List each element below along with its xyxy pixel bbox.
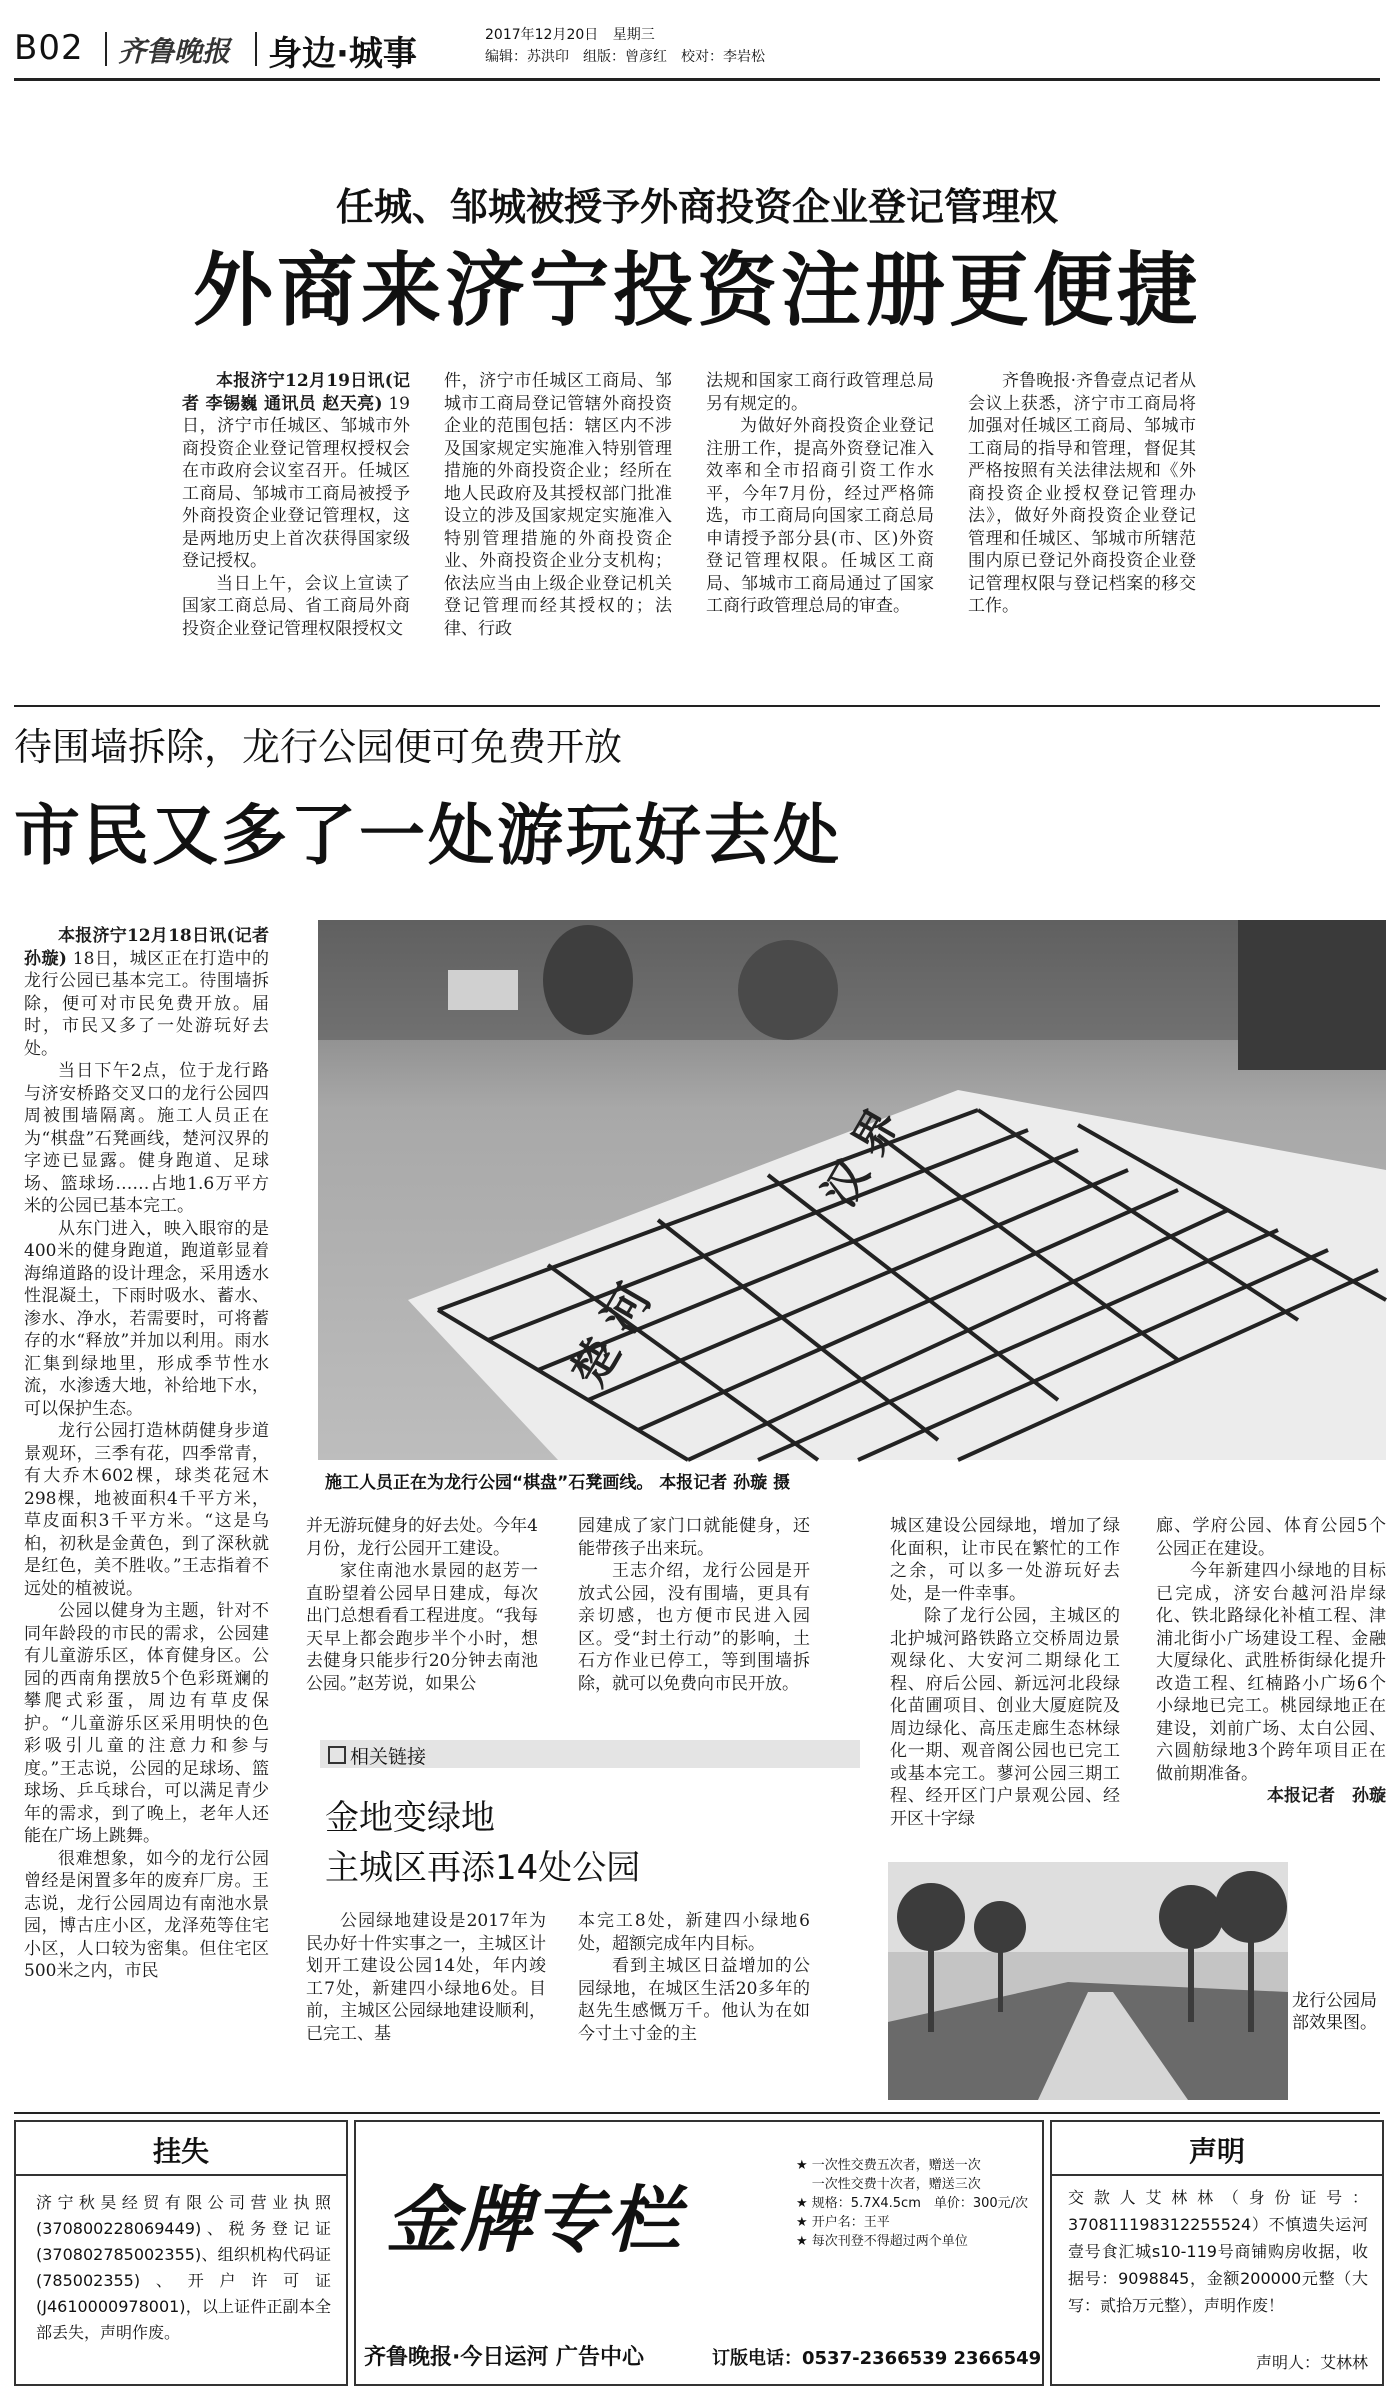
list-item: ★ 一次性交费五次者，赠送一次 bbox=[796, 2158, 981, 2173]
gold-column-ad bbox=[354, 2120, 1044, 2386]
park-render-image bbox=[888, 1862, 1288, 2100]
section-rule bbox=[14, 705, 1380, 707]
story1-byline: 本报济宁12月19日讯(记者 李锡巍 通讯员 赵天亮) bbox=[182, 371, 410, 414]
story2-text: 园建成了家门口就能健身，还能带孩子出来玩。 bbox=[578, 1516, 810, 1559]
story2-text: 公园以健身为主题，针对不同年龄段的市民的需求，公园建有儿童游乐区，体育健身区。公园的西南角摆放5个色彩斑斓的攀爬式彩蛋，周边有草皮保护。“儿童游乐区采用明快的色彩吸引儿童的注意力和参与度。”王志说，公园的足球场、篮球场、乒乓球台，可以满足青少年的需求，到了晚上，老年人还能在广场上跳舞。 bbox=[24, 1601, 269, 1846]
star-bullet-icon: ★ bbox=[796, 2215, 808, 2230]
story2-text: 从东门进入，映入眼帘的是400米的健身跑道，跑道彰显着海绵道路的设计理念，采用透水性混凝土，下雨时吸水、蓄水、渗水、净水，若需要时，可将蓄存的水“释放”并加以利用。雨水汇集到绿地里，形成季节性水流，水渗透大地，补给地下水，可以保护生态。 bbox=[24, 1218, 269, 1419]
section-title: 身边·城事 bbox=[268, 34, 417, 74]
story1-col4 bbox=[968, 370, 1196, 695]
list-item: 一次性交费十次者，赠送三次 bbox=[811, 2177, 981, 2192]
render-caption: 龙行公园局部效果图。 bbox=[1292, 1991, 1377, 2033]
story2-headline: 市民又多了一处游玩好去处 bbox=[14, 797, 842, 874]
story2-text: 18日，城区正在打造中的龙行公园已基本完工。待围墙拆除，便可对市民免费开放。届时，市民又多了一处游玩好去处。 bbox=[24, 948, 269, 1059]
gold-column-title: 金牌专栏 bbox=[386, 2177, 683, 2262]
sidebar-text: 城区建设公园绿地，增加了绿化面积，让市民在繁忙的工作之余，可以多一处游玩好去处，是一件幸事。 bbox=[890, 1516, 1120, 1604]
gold-column-phone: 订版电话：0537-2366539 2366549 bbox=[712, 2348, 1042, 2369]
story1-text: 件，济宁市任城区工商局、邹城市工商局登记管辖外商投资企业的范围包括：辖区内不涉及国家规定实施准入特别管理措施的外商投资企业；经所在地人民政府及其授权部门批准设立的涉及国家规定实施准入特别管理措施的外商投资企业、外商投资企业分支机构；依法应当由上级企业登记机关登记管理而经其授权的；法律、行政 bbox=[444, 371, 672, 639]
story2-text: 家住南池水景园的赵芳一直盼望着公园早日建成，每次出门总想看看工程进度。“我每天早上都会跑步半个小时，想去健身只能步行20分钟去南池公园。”赵芳说，如果公 bbox=[306, 1561, 538, 1694]
sidebar-col2 bbox=[578, 1910, 810, 2090]
section-rule bbox=[14, 2112, 1380, 2114]
sidebar-text: 公园绿地建设是2017年为民办好十件实事之一，主城区计划开工建设公园14处，年内竣工7处，新建四小绿地6处。目前，主城区公园绿地建设顺利，已完工、基 bbox=[306, 1911, 546, 2044]
declaration-title: 声明 bbox=[1188, 2135, 1245, 2168]
header-divider bbox=[255, 32, 257, 66]
story1-col2 bbox=[444, 370, 672, 695]
story2-text: 王志介绍，龙行公园是开放式公园，没有围墙，更具有亲切感，也方便市民进入园区。受“封土行动”的影响，土石方作业已停工，等到围墙拆除，就可以免费向市民开放。 bbox=[578, 1561, 810, 1694]
story1-col3 bbox=[706, 370, 934, 695]
issue-info bbox=[485, 24, 765, 68]
issue-date: 2017年12月20日 bbox=[485, 27, 599, 43]
story2-byline: 本报济宁12月18日讯(记者 孙璇) bbox=[24, 926, 269, 969]
board-label-han: 汉 界 bbox=[813, 1100, 910, 1216]
header-divider bbox=[105, 32, 107, 66]
sidebar-text: 廊、学府公园、体育公园5个公园正在建设。 bbox=[1156, 1516, 1386, 1559]
star-bullet-icon: ★ bbox=[796, 2158, 808, 2173]
sidebar-text: 除了龙行公园，主城区的北护城河路铁路立交桥周边景观绿化、大安河二期绿化工程、府后公园、新远河北段绿化苗圃项目、创业大厦庭院及周边绿化、高压走廊生态林绿化一期、观音阁公园也已完工或基本完工。蓼河公园三期工程、经开区门户景观公园、经开区十字绿 bbox=[890, 1606, 1120, 1829]
story1-kicker: 任城、邹城被授予外商投资企业登记管理权 bbox=[335, 185, 1058, 229]
story1-col1 bbox=[182, 370, 410, 695]
gold-items-list bbox=[796, 2156, 1036, 2251]
header-rule bbox=[14, 78, 1380, 81]
sidebar-headline-2: 主城区再添14处公园 bbox=[325, 1848, 641, 1888]
square-bullet-icon bbox=[328, 1746, 346, 1764]
story2-col1 bbox=[24, 925, 269, 2110]
lost-notice-ad bbox=[14, 2120, 348, 2386]
sidebar-headline-1: 金地变绿地 bbox=[325, 1798, 495, 1838]
story2-col2 bbox=[306, 1515, 538, 1694]
sidebar-col3 bbox=[890, 1515, 1120, 1850]
related-link-bar bbox=[320, 1740, 860, 1768]
story2-col3 bbox=[578, 1515, 810, 1694]
lost-notice-title: 挂失 bbox=[152, 2135, 209, 2168]
sidebar-col1 bbox=[306, 1910, 546, 2090]
story2-text: 当日下午2点，位于龙行路与济安桥路交叉口的龙行公园四周被围墙隔离。施工人员正在为“棋盘”石凳画线，楚河汉界的字迹已显露。健身跑道、足球场、篮球场……占地1.6万平方米的公园已基本完工。 bbox=[24, 1061, 269, 1216]
story2-kicker: 待围墙拆除，龙行公园便可免费开放 bbox=[14, 725, 623, 769]
issue-weekday: 星期三 bbox=[612, 27, 655, 43]
story1-headline: 外商来济宁投资注册更便捷 bbox=[193, 244, 1201, 337]
story2-text: 并无游玩健身的好去处。今年4月份，龙行公园开工建设。 bbox=[306, 1516, 538, 1559]
sidebar-text: 本完工8处，新建四小绿地6处，超额完成年内目标。 bbox=[578, 1911, 810, 1954]
list-item: ★ 每次刊登不得超过两个单位 bbox=[796, 2234, 968, 2249]
lost-notice-text: 济宁秋昊经贸有限公司营业执照(370800228069449)、税务登记证(370802785002355)、组织机构代码证(785002355)、开户许可证(J4610000978001)，以上证件正副本全部丢失，声明作废。 bbox=[36, 2193, 331, 2342]
list-item: ★ 开户名：王平 bbox=[796, 2215, 890, 2230]
paper-name-logo: 齐鲁晚报 bbox=[118, 35, 231, 68]
story2-text: 很难想象，如今的龙行公园曾经是闲置多年的废弃厂房。王志说，龙行公园周边有南池水景园，博古庄小区，龙泽苑等住宅小区，人口较为密集。但住宅区500米之内，市民 bbox=[24, 1848, 269, 1981]
story1-text: 齐鲁晚报·齐鲁壹点记者从会议上获悉，济宁市工商局将加强对任城区工商局、邹城市工商局的指导和管理，督促其严格按照有关法律法规和《外商投资企业授权登记管理办法》，做好外商投资企业登记管理和任城区、邹城市所辖范围内原已登记外商投资企业登记管理权限与登记档案的移交工作。 bbox=[968, 371, 1196, 616]
chessboard-photo bbox=[318, 920, 1386, 1460]
editors-line: 编辑：苏洪印 组版：曾彦红 校对：李岩松 bbox=[485, 49, 765, 65]
declaration-text: 交款人艾林林（身份证号：370811198312255524）不慎遗失运河壹号食汇城s10-119号商铺购房收据，收据号：9098845，金额200000元整（大写：贰拾万元整），声明作废！ bbox=[1068, 2188, 1368, 2315]
star-bullet-icon: ★ bbox=[796, 2234, 808, 2249]
gold-column-footer: 齐鲁晚报·今日运河 广告中心 bbox=[364, 2345, 645, 2370]
declaration-signature: 声明人：艾林林 bbox=[1255, 2353, 1368, 2372]
story1-text: 19日，济宁市任城区、邹城市外商投资企业登记管理权授权会在市政府会议室召开。任城区工商局、邹城市工商局被授予外商投资企业登记管理权，这是两地历史上首次获得国家级登记授权。 bbox=[182, 393, 410, 571]
story1-text: 法规和国家工商行政管理总局另有规定的。 bbox=[706, 371, 934, 414]
declaration-ad bbox=[1050, 2120, 1384, 2386]
sidebar-text: 今年新建四小绿地的目标已完成，济安台越河沿岸绿化、铁北路绿化补植工程、津浦北街小广场建设工程、金融大厦绿化、武胜桥街绿化提升改造工程、红楠路小广场6个小绿地已完工。桃园绿地正在建设，刘前广场、太白公园、六圆舫绿地3个跨年项目正在做前期准备。 bbox=[1156, 1561, 1386, 1784]
sidebar-text: 看到主城区日益增加的公园绿地，在城区生活20多年的赵先生感慨万千。他认为在如今寸土寸金的主 bbox=[578, 1956, 810, 2044]
sidebar-col4 bbox=[1156, 1515, 1386, 1850]
sidebar-signature: 本报记者 孙璇 bbox=[1267, 1786, 1386, 1806]
star-bullet-icon: ★ bbox=[796, 2196, 808, 2211]
related-link-label: 相关链接 bbox=[350, 1746, 427, 1768]
story2-text: 龙行公园打造林荫健身步道景观环，三季有花，四季常青，有大乔木602棵，球类花冠木298棵，地被面积4千平方米，草皮面积3千平方米。“这是乌桕，初秋是金黄色，到了深秋就是红色，美不胜收。”王志指着不远处的植被说。 bbox=[24, 1421, 269, 1599]
park-render-svg bbox=[888, 1862, 1288, 2100]
board-label-chu: 楚 河 bbox=[560, 1274, 662, 1396]
chessboard-photo-svg bbox=[318, 920, 1386, 1460]
list-item: ★ 规格：5.7X4.5cm 单价：300元/次 bbox=[796, 2196, 1029, 2211]
story1-text: 为做好外商投资企业登记注册工作，提高外资登记准入效率和全市招商引资工作水平，今年7月份，经过严格筛选，市工商局向国家工商总局申请授予部分县(市、区)外资登记管理权限。任城区工商局、邹城市工商局通过了国家工商行政管理总局的审查。 bbox=[706, 416, 934, 616]
page-number: B02 bbox=[14, 28, 84, 68]
photo-caption: 施工人员正在为龙行公园“棋盘”石凳画线。 本报记者 孙璇 摄 bbox=[325, 1473, 791, 1493]
story1-text: 当日上午，会议上宣读了国家工商总局、省工商局外商投资企业登记管理权限授权文 bbox=[182, 573, 410, 639]
